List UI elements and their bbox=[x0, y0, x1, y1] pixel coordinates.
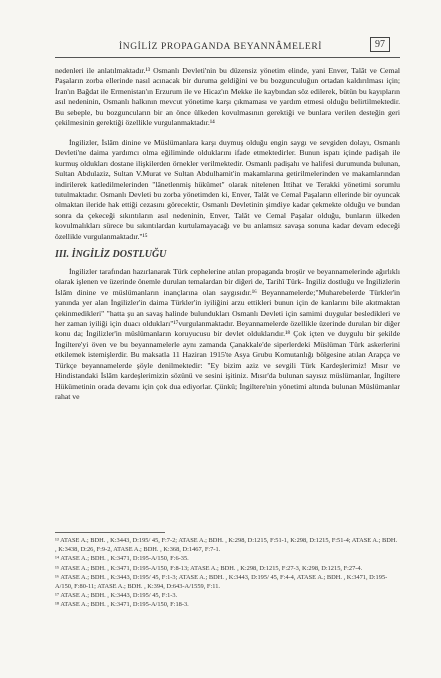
footnote-rule bbox=[55, 532, 165, 533]
footnote: ¹⁸ ATASE A.; BDH. , K:3471, D:195-A/150, F:18-3. bbox=[55, 601, 189, 609]
paragraph: İngilizler tarafından hazırlanarak Türk cephelerine atılan propaganda broşür ve beyannamelerinde ağırlıklı olarak işlenen ve üzerinde önemle durulan temalardan bir diğeri de, Tarihî Türk- İngiliz dostluğu ve İngilizlerin İslâm dinine ve müslümanların inançlarına olan saygısıdır.¹⁶ Beyannamelerde;"Muharebelerde Türkler'in yanında yer alan İngilizler'in daima Türkler'in iyiliğini arzu ettikleri bunun için de kanlarını bile akıtmaktan çekinmedikleri" "hatta şu an savaş halinde bulundukları Osmanlı Devleti için samimi duygular besledikleri ve her zaman iyiliği için duacı oldukları"¹⁷vurgulanmaktadır. Beyannamelerde özellikle üzerinde durulan bir diğer konu da; İngilizler'in müslümanların koruyucusu bir devlet olduklarıdır.¹⁸ Çok içten ve duygulu bir şekilde İngiltere'yi öven ve bu beyannamelerle aynı zamanda Çanakkale'de siperlerdeki Müslüman Türk askerlerini etkilemek istemişlerdir. Bu maksatla 11 Haziran 1915'te Asya Grubu Komutanlığı bölgesine atılan Arapça ve Türkçe beyannamelerde şöyle denilmektedir: "Ey bizim aziz ve sevgili Türk Kardeşlerimiz! Mısır ve Hindistandaki İslâm kardeşlerimizin sözünü ve sesini işitiniz. Mısır'da bulunan sayısız müslümanlar, İngiltere Hükümetinin orada devamı için çok dua ediyorlar. Çünkü; İngiltere'nin yönetimi altında bulunan Müslümanlar rahat ve bbox=[55, 266, 400, 402]
footnotes bbox=[55, 536, 400, 610]
footnote: ¹⁵ ATASE A.; BDH. , K:3471, D:195-A/150, F:8-13; ATASE A.; BDH. , K:298, D:1215, F:27-3, K:298, D:1215, F:27-4. bbox=[55, 564, 363, 572]
footnote: ¹⁴ ATASE A.; BDH. , K:3471, D:195-A/150, F:6-35. bbox=[55, 555, 189, 563]
paragraph: nedenleri ile anlatılmaktadır.¹³ Osmanlı Devleti'nin bu düzensiz yönetim elinde, yani Enver, Talât ve Cemal Paşaların zorba ellerinde nasıl acınacak bir duruma geldiğini ve bu bozgunculuğun ortadan kaldırılması için; İran'ın Bağdat ile Ermenistan'ın Erzurum ile ve Hicaz'ın Mekke ile kaybından söz edilerek, bütün bu kayıpların asıl nedeninin, Osmanlı halkının mevcut yönetime karşı çıkmaması ve yardım etmesi olduğu belirtilmektedir. Bu sebeple, bu bozguncuların bir an önce ülkeden kovulmasının gerektiği ve bunlara verilen desteğin geri çekilmesinin gerektiği özellikle vurgulanmaktadır.¹⁴ bbox=[55, 66, 400, 128]
header-rule bbox=[55, 57, 400, 58]
footnote: ¹⁷ ATASE A.; BDH. , K:3443, D:195/ 45, F:1-3. bbox=[55, 592, 178, 600]
section-heading: III. İNGİLİZ DOSTLUĞU bbox=[55, 249, 167, 261]
body-text bbox=[55, 66, 400, 403]
running-title: İNGİLİZ PROPAGANDA BEYANNÂMELERİ bbox=[118, 42, 323, 52]
page-number: 97 bbox=[370, 37, 390, 52]
paragraph: İngilizler, İslâm dinine ve Müslümanlara karşı duymuş olduğu engin saygı ve sevgiden dolayı, Osmanlı Devleti'ne daima yardımcı olma eğiliminde olduklarını ifade etmektedirler. Bunun ispatı içinde padişah ile kurmuş oldukları dostane ilişkilerden örnekler verilmektedir. Osmanlı padişahı ve halifesi durumunda bulunan, Sultan Abdulaziz, Sultan V.Murat ve Sultan Abdulhamit'in makamlarına getirilmelerinden ve makamlarından indirilerek katledilmelerinden "lânetlenmiş hükümet" olarak nitelenen İttihat ve Terakki yönetimi sorumlu tutulmaktadır. Osmanlı Devleti bu zorba yönetimden ki, Enver, Talât ve Cemal Paşaların ellerinde bir oyuncak olmaktan ileride hak ettiği cezasını görecektir, Osmanlı Devletinin şimdiye kadar çekmekte olduğu ve bundan sonra da çekeceği sıkıntıların asıl nedeninin, Enver, Talât ve Cemal Paşalar olduğu, bunların ülkeden kovulmalıkları sürece bu sıkıntılardan kurtulamayacağı ve bu anlamsız savaşa sonuna kadar devam edeceği özellikle vurgulanmaktadır."¹⁵ bbox=[55, 137, 400, 241]
footnote: ¹⁶ ATASE A.; BDH. , K:3443, D:195/ 45, F:1-3; ATASE A.; BDH. , K:3443, D:195/ 45, F:4-4, ATASE A.; BDH. , K:3471, D:195-A/150, F:80-11; ATASE A.; BDH. , K:394, D:643-A/1559, F:11. bbox=[55, 573, 388, 591]
footnote: ¹³ ATASE A.; BDH. , K:3443, D:195/ 45, F:7-2; ATASE A.; BDH. , K:298, D:1215, F:51-1, K:298, D:1215, F:51-4; ATASE A.; BDH. , K:3438, D:26, F:9-2, ATASE A.; BDH. , K:368, D:1467, F:7-1. bbox=[55, 537, 398, 554]
